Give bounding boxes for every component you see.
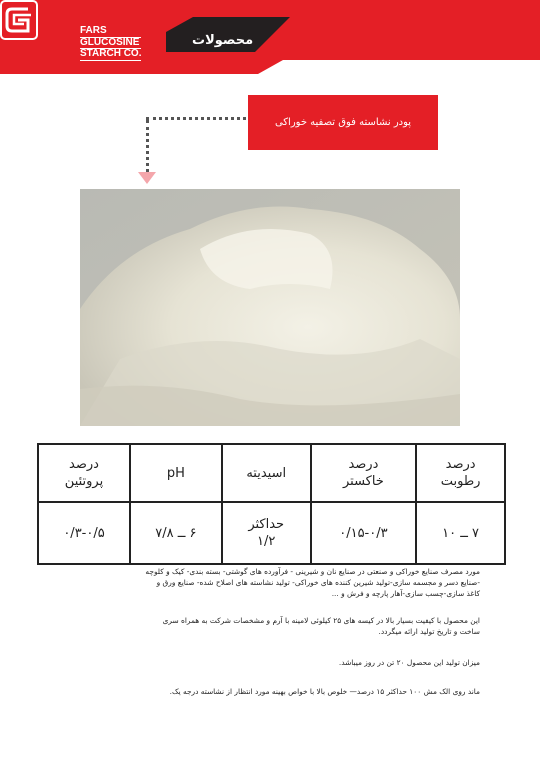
section-title: محصولات	[192, 33, 254, 48]
connector-dots-horizontal	[146, 117, 246, 120]
header-ph: pH	[130, 444, 222, 502]
value-ash: ۰/۱۵-۰/۳	[311, 502, 417, 564]
company-logo-icon	[0, 0, 38, 40]
brand-line-2: GLUCOSINE	[80, 38, 141, 50]
specification-table	[37, 443, 506, 565]
value-acidity: حداکثر ۱/۲	[222, 502, 311, 564]
down-arrow-icon	[138, 172, 156, 184]
header-acidity: اسیدیته	[222, 444, 311, 502]
header-moisture: درصد رطوبت	[416, 444, 505, 502]
value-ph: ۶ ــ ۷/۸	[130, 502, 222, 564]
product-photo	[80, 189, 460, 426]
value-protein: ۰/۳-۰/۵	[38, 502, 130, 564]
page-header	[0, 0, 540, 74]
header-protein: درصد پروتئین	[38, 444, 130, 502]
production-paragraph: میزان تولید این محصول ۲۰ تن در روز میباشد.	[338, 658, 480, 667]
brand-line-1: FARS	[80, 26, 141, 38]
packaging-paragraph: این محصول با کیفیت بسیار بالا در کیسه های ۲۵ کیلوئی لامینه با آرم و مشخصات شرکت به همراه سری ساخت و تاریخ تولید ارائه میگردد.	[162, 616, 480, 636]
product-label: پودر نشاسته فوق تصفیه خوراکی	[248, 95, 438, 150]
brand-name	[80, 26, 141, 61]
value-moisture: ۷ ــ ۱۰	[416, 502, 505, 564]
brand-line-3: STARCH CO.	[80, 48, 142, 59]
table-row	[38, 502, 505, 564]
table-header-row	[38, 444, 505, 502]
header-ash: درصد خاکستر	[311, 444, 417, 502]
connector-dots-vertical	[146, 120, 149, 172]
quality-paragraph: ماند روی الک مش ۱۰۰ حداکثر ۱۵ درصد— خلوص بالا با خواص بهینه مورد انتظار از نشاسته درجه یک.	[169, 687, 480, 696]
usage-paragraph: مورد مصرف صنایع خوراکی و صنعتی در صنایع نان و شیرینی - فرآورده های گوشتی- بسته بندی- کیک و کلوچه -صنایع دسر و مجسمه سازی-تولید شیرین کننده های خوراکی- تولید نشاسته های اصلاح شده- صنایع ورق و کاغذ سازی-چسب سازی-آهار پارچه و فرش و ...	[145, 567, 480, 598]
